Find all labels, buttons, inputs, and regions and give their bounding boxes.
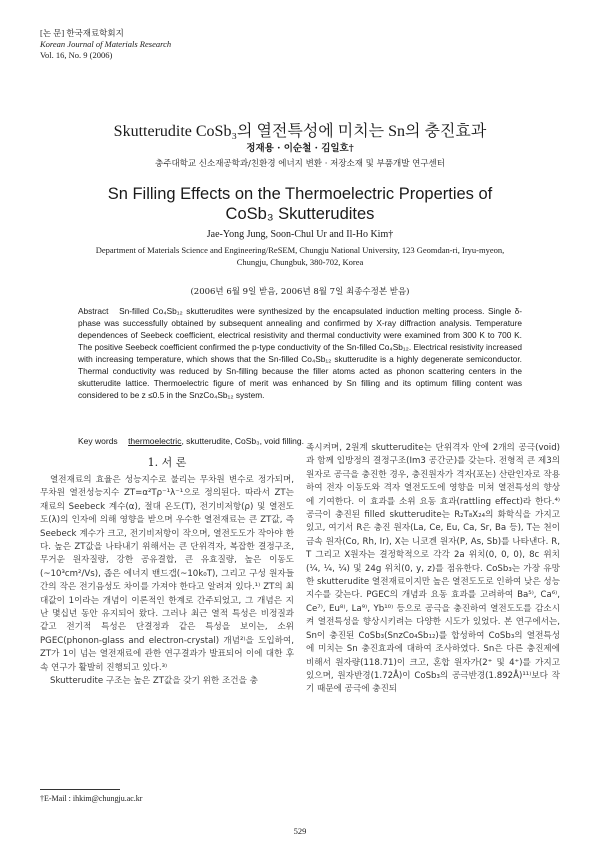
authors-korean: 정재용 · 이순철 · 김일호† [246,143,354,154]
page-number: 529 [293,826,307,836]
title-korean: Skutterudite CoSb₃의 열전특성에 미치는 Sn의 충진효과 [113,123,487,140]
journal-line-en: Korean Journal of Materials Research [40,39,172,49]
abstract-label: Abstract [78,306,109,316]
affiliation-english: Department of Materials Science and Engineering/ReSEM, Chungju National University, 123 Geomdan-ri, Iryu-myeon, Chungju, Chungbuk, 380-702, Korea [95,245,505,267]
keywords-rest: , skutterudite, CoSb₃, void filling. [181,436,304,446]
abstract [78,305,522,401]
journal-line-ko: [논 문] 한국재료학회지 [40,28,124,38]
body-column-right [306,442,560,697]
footnote-email: †E-Mail : ihkim@chungju.ac.kr [40,794,143,803]
paragraph: Skutterudite 구조는 높은 ZT값을 갖기 위한 조건을 충 [50,676,258,687]
body-column-left [40,474,294,689]
authors-english: Jae-Yong Jung, Soon-Chul Ur and Il-Ho Kim† [206,229,394,240]
keywords-label: Key words [78,436,118,446]
received-dates: (2006년 6월 9일 받음, 2006년 8월 7일 최종수정본 받음) [190,287,410,297]
abstract-text: Sn-filled Co₄Sb₁₂ skutterudites were synthesized by the encapsulated induction melting process. Single δ-phase was successfully obtained by subsequent annealing and confirmed by X-ray diffraction analysis. Temperature dependences of Seebeck coefficient, electrical resistivity and thermal conductivity were examined from 300 K to 700 K. The positive Seebeck coefficient confirmed the p-type conductivity of the Sn-filled Co₄Sb₁₂. Electrical resistivity increased with increasing temperature, which shows that the Sn-filled Co₄Sb₁₂ skutterudite is a highly degenerate semiconductor. Thermal conductivity was reduced by Sn-filling because the filler atoms acted as phonon scattering centers in the skutterudite lattice. Thermoelectric figure of merit was enhanced by Sn filling and its optimum filling content was considered to be z ≤0.5 in the SnzCo₄Sb₁₂ system. [78,306,522,400]
journal-volume: Vol. 16, No. 9 (2006) [40,50,113,60]
affiliation-korean: 충주대학교 신소재공학과/친환경 에너지 변환 · 저장소재 및 부품개발 연구센터 [155,159,445,169]
title-english [60,184,540,224]
section-heading: 1. 서 론 [147,456,187,469]
footnote-divider [40,789,120,790]
journal-header [40,28,171,61]
paragraph: 족시켜며, 2원계 skutterudite는 단위격자 안에 2개의 공극(void)과 함께 입방정의 결정구조(Im3 공간군)를 갖는다. 전형적 큰 제3의 원자로 공극을 충진한 경우, 충진원자가 격자(포논) 산란인자로 작용하여 전자 이동도와 격자 열전도도에 영향을 미쳐 열전특성의 향상에 기여한다. 이 효과를 소위 요동 효과(rattling effect)라 한다.⁴⁾ 공극이 충진된 filled skutterudite는 R₂T₈X₂₄의 화학식을 가지고 있고, 여기서 R은 충진 원자(La, Ce, Eu, Ca, Sr, Ba 등), T는 천이금속 원자(Co, Rh, Ir), X는 니코겐 원자(P, As, Sb)를 나타낸다. R, T 그리고 X원자는 결정학적으로 각각 2a 위치(0, 0, 0), 8c 위치(¼, ¼, ¼) 및 24g 위치(0, y, z)를 점유한다. CoSb₃는 가장 유망한 skutterudite 열전재료이지만 높은 열전도도로 인하여 낮은 성능지수를 갖는다. PGEC의 개념과 요동 효과를 고려하여 Ba⁵⁾, Ca⁶⁾, Ce⁷⁾, Eu⁸⁾, La⁹⁾, Yb¹⁰⁾ 등으로 공극을 충진하여 열전도도를 감소시켜 열전특성을 향상시키려는 다양한 시도가 있었다. 본 연구에서는, Sn이 충진된 CoSb₃(SnzCo₄Sb₁₂)를 합성하여 CoSb₃의 열전특성에 미치는 Sn 충진효과에 대하여 조사하였다. Sn은 다른 충진제에 비해서 원자량(118.71)이 크고, 혼합 원자가(2⁺ 및 4⁺)를 가지고 있으며, 원자반경(1.72Å)이 CoSb₃의 공극반경(1.892Å)¹¹⁾보다 작기 때문에 공극에 충진되 [306,443,560,695]
paragraph: 열전재료의 효율은 성능지수로 불리는 무차원 변수로 정가되며, 무차원 열전성능지수 ZT=α²Tρ⁻¹λ⁻¹으로 정의된다. 따라서 ZT는 재료의 Seebeck 계수(α), 절대 온도(T), 전기비저항(ρ) 및 열전도도(λ)의 인자에 의해 영향을 받으며 우수한 열전재료는 큰 ZT값, 즉 Seebeck 계수가 크고, 전기비저항이 작으며, 열전도도가 작아야 한다. 높은 ZT값을 나타내기 위해서는 큰 단위격자, 복잡한 결정구조, 무거운 원자질량, 강한 공유결합, 큰 유효질량, 높은 이동도(~10³cm²/Vs), 좁은 에너지 밴드갭(~10k₀T), 그리고 구성 원자들간의 작은 전기음성도 차이를 가져야 한다고 알려져 있다.¹⁾ ZT의 최대값이 1이라는 개념이 이론적인 한계로 간주되었고, 그 개념은 지난 몇십년 동안 유지되어 왔다. 그러나 최근 열적 특성은 비정질과 같고 전기적 특성은 단결정과 같은 특성을 보이는, 소위 PGEC(phonon-glass and electron-crystal) 개념²⁾을 도입하여, ZT가 1이 넘는 열전재료에 관한 연구결과가 발표되어 이에 대한 후속 연구가 활발히 진행되고 있다.³⁾ [40,475,294,673]
title-english-line2: CoSb₃ Skutterudites [225,205,375,223]
title-english-line1: Sn Filling Effects on the Thermoelectric Properties of [107,185,493,203]
keyword-link[interactable]: thermoelectric [128,436,182,446]
